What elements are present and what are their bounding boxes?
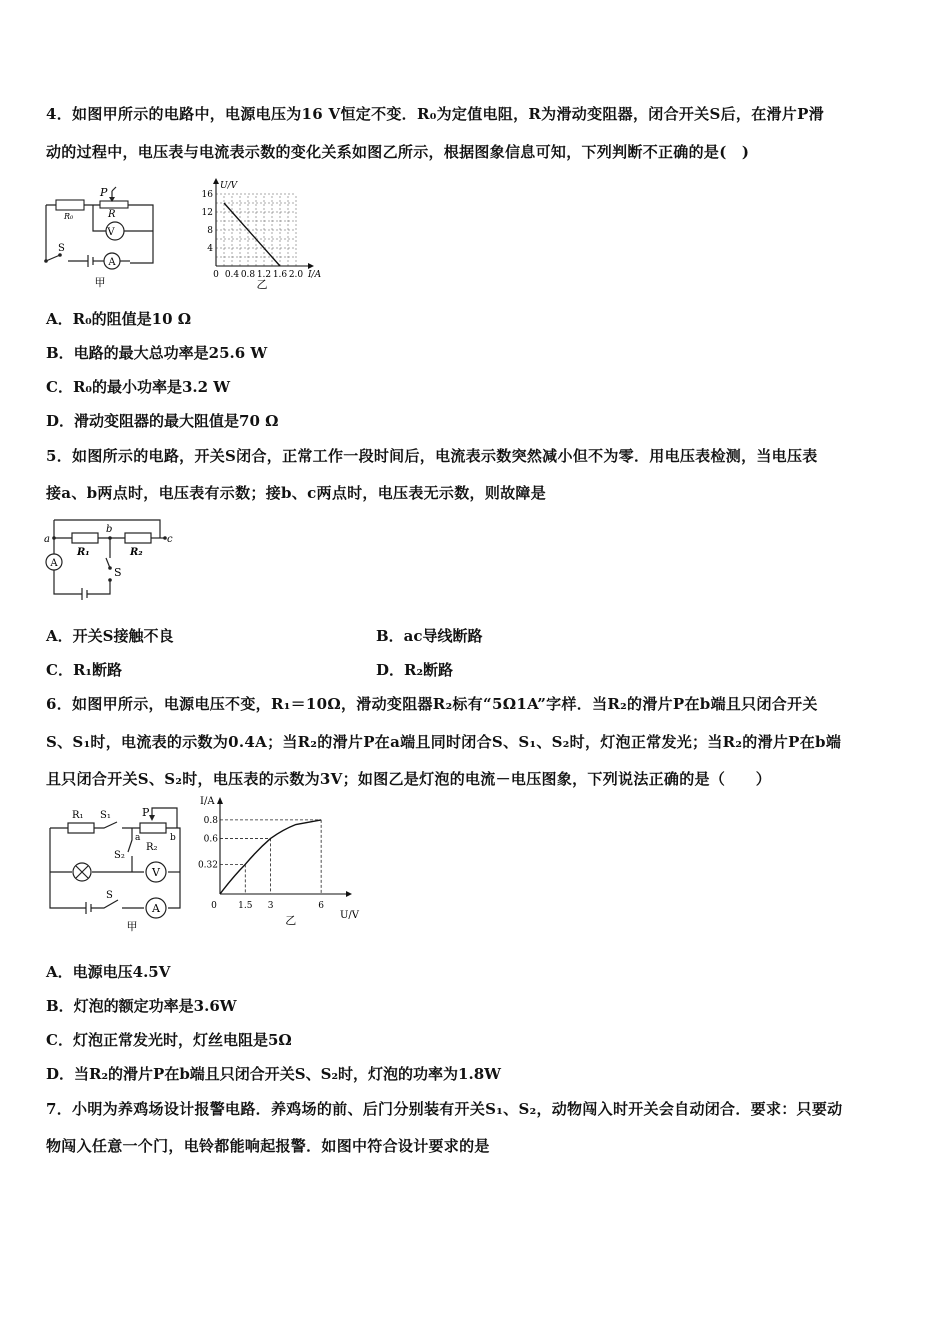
- chart-caption: 乙: [285, 914, 297, 927]
- q6-label-S: S: [106, 890, 113, 901]
- q4-label-P: P: [100, 186, 108, 199]
- q4-option-b: B．电路的最大总功率是25.6 W: [46, 344, 268, 362]
- q6-graph-yi: [196, 796, 360, 936]
- q4-label-S: S: [58, 243, 65, 254]
- x-axis-arrow: [308, 263, 314, 269]
- q6-option-b: B．灯泡的额定功率是3.6W: [46, 997, 237, 1015]
- q4-graph-yi: [188, 168, 348, 290]
- y-axis-label: U/V: [220, 181, 238, 191]
- q4-option-d: D．滑动变阻器的最大阻值是70 Ω: [46, 412, 279, 430]
- q5-label-R2: R₂: [130, 547, 143, 558]
- q5-option-c: C．R₁断路: [46, 661, 122, 679]
- q6-label-P: P: [142, 806, 150, 819]
- q6-line2: S、S₁时，电流表的示数为0.4A；当R₂的滑片P在a端且同时闭合S、S₁、S₂时，灯泡正常发光；当R₂的滑片P在b端: [46, 733, 842, 751]
- q4-label-A: A: [108, 257, 116, 268]
- q5-label-S: S: [114, 566, 122, 579]
- q5-label-R1: R₁: [77, 547, 90, 558]
- q6-option-d: D．当R₂的滑片P在b端且只闭合开关S、S₂时，灯泡的功率为1.8W: [46, 1065, 501, 1083]
- x-tick-label: 1.6: [272, 270, 288, 280]
- q5-label-c: c: [167, 534, 173, 545]
- q5-line2: 接a、b两点时，电压表有示数；接b、c两点时，电压表无示数，则故障是: [46, 484, 547, 502]
- y-tick-label: 12: [201, 208, 213, 218]
- q5-option-b: B．ac导线断路: [376, 627, 483, 645]
- y-tick-label: 16: [201, 190, 213, 200]
- q4-caption-jia: 甲: [94, 276, 106, 289]
- q5-option-a: A．开关S接触不良: [46, 627, 174, 645]
- q5-circuit: [40, 512, 180, 604]
- q6-option-c: C．灯泡正常发光时，灯丝电阻是5Ω: [46, 1031, 292, 1049]
- q5-option-d: D．R₂断路: [376, 661, 454, 679]
- q5-label-A: A: [50, 558, 58, 569]
- q6-label-S1: S₁: [100, 810, 111, 821]
- y-tick-label: 4: [207, 244, 213, 254]
- y-axis-arrow: [217, 797, 223, 804]
- q5-label-a: a: [44, 534, 50, 545]
- y-tick-label: 0.8: [203, 815, 218, 826]
- y-tick-label: 8: [207, 226, 213, 236]
- y-axis-label: I/A: [200, 796, 215, 807]
- q5-line1: 5．如图所示的电路，开关S闭合，正常工作一段时间后，电流表示数突然减小但不为零．用电压表检测，当电压表: [46, 447, 818, 465]
- q6-label-R1: R₁: [72, 810, 84, 821]
- x-tick-label: 0.4: [224, 270, 240, 280]
- q4-option-c: C．R₀的最小功率是3.2 W: [46, 378, 231, 396]
- q6-label-S2: S₂: [114, 850, 125, 861]
- x-tick-label: 0: [211, 901, 217, 911]
- x-tick-label: 0.8: [240, 270, 256, 280]
- y-tick-label: 0.6: [203, 834, 218, 845]
- q6-option-a: A．电源电压4.5V: [46, 963, 171, 981]
- x-axis-label: U/V: [340, 910, 360, 921]
- q6-label-b: b: [170, 833, 176, 843]
- x-axis-arrow: [346, 891, 352, 897]
- x-tick-label: 0: [213, 270, 219, 280]
- q4-label-R0: R₀: [64, 212, 74, 221]
- x-tick-label: 1.2: [256, 270, 272, 280]
- q7-line1: 7．小明为养鸡场设计报警电路．养鸡场的前、后门分别装有开关S₁、S₂，动物闯入时开关会自动闭合．要求：只要动: [46, 1100, 843, 1118]
- series-line: [224, 203, 280, 266]
- q7-line2: 物闯入任意一个门，电铃都能响起报警．如图中符合设计要求的是: [46, 1137, 490, 1155]
- x-axis-label: I/A: [308, 270, 322, 280]
- chart-caption: 乙: [256, 278, 268, 291]
- y-tick-label: 0.32: [197, 860, 218, 871]
- q6-circuit-jia: [42, 800, 190, 935]
- q6-label-V: V: [152, 866, 160, 879]
- q6-line3: 且只闭合开关S、S₂时，电压表的示数为3V；如图乙是灯泡的电流－电压图象，下列说法正确的是（ ）: [46, 770, 772, 788]
- q4-circuit-jia: [38, 183, 163, 288]
- q4-line2: 动的过程中，电压表与电流表示数的变化关系如图乙所示，根据图象信息可知，下列判断不正确的是( ): [46, 143, 750, 161]
- q6-label-R2: R₂: [146, 842, 158, 853]
- x-tick-label: 6: [318, 901, 325, 911]
- q4-label-R: R: [108, 209, 116, 220]
- q4-label-V: V: [107, 227, 115, 238]
- x-tick-label: 3: [267, 901, 274, 911]
- q4-line1: 4．如图甲所示的电路中，电源电压为16 V恒定不变．R₀为定值电阻，R为滑动变阻器，闭合开关S后，在滑片P滑: [46, 105, 824, 123]
- x-tick-label: 2.0: [288, 270, 304, 280]
- q6-caption-jia: 甲: [126, 920, 138, 933]
- q4-option-a: A．R₀的阻值是10 Ω: [46, 310, 192, 328]
- x-tick-label: 1.5: [238, 901, 253, 911]
- q6-line1: 6．如图甲所示，电源电压不变，R₁＝10Ω，滑动变阻器R₂标有“5Ω1A”字样．当R₂的滑片P在b端且只闭合开关: [46, 695, 818, 713]
- q6-label-a: a: [135, 833, 141, 843]
- q5-label-b: b: [106, 524, 113, 535]
- q6-label-A: A: [152, 902, 160, 915]
- y-axis-arrow: [213, 178, 219, 184]
- series-curve: [220, 820, 321, 894]
